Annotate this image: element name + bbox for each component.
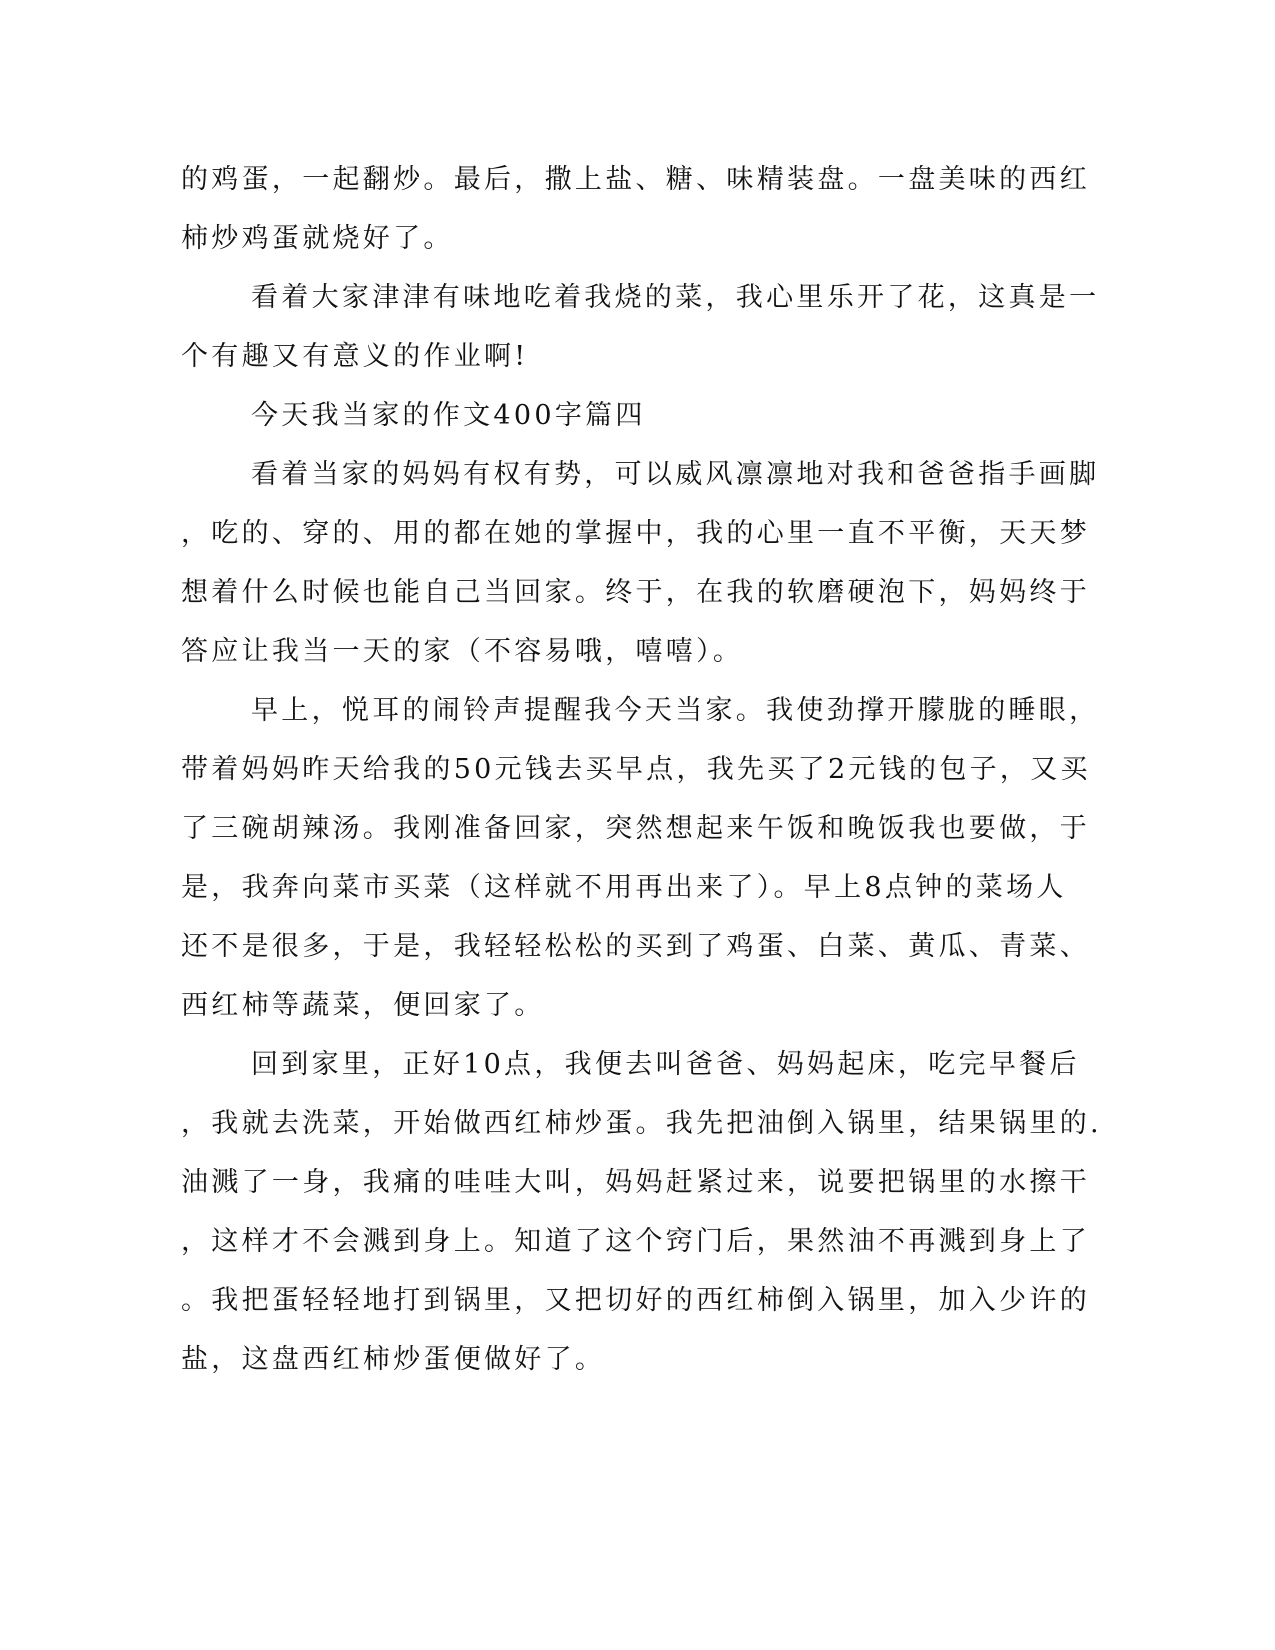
- text-line-content: 是，我奔向菜市买菜（这样就不用再出来了）。早上8点钟的菜场人: [181, 872, 1067, 903]
- text-line: [0, 868, 1275, 908]
- text-line-content: 早上，悦耳的闹铃声提醒我今天当家。我使劲撑开朦胧的睡眼，: [251, 695, 1100, 726]
- text-line-content: ，吃的、穿的、用的都在她的掌握中，我的心里一直不平衡，天天梦: [181, 518, 1090, 549]
- text-line-content: 柿炒鸡蛋就烧好了。: [181, 223, 454, 254]
- text-line: [0, 337, 1275, 377]
- text-line-content: ，这样才不会溅到身上。知道了这个窍门后，果然油不再溅到身上了: [181, 1226, 1090, 1257]
- text-line: [0, 1281, 1275, 1321]
- text-line-content: 看着当家的妈妈有权有势，可以威风凛凛地对我和爸爸指手画脚: [251, 459, 1100, 490]
- text-line: [0, 1104, 1275, 1144]
- text-line-content: 个有趣又有意义的作业啊!: [181, 341, 529, 372]
- section-title-text: 今天我当家的作文400字篇四: [251, 400, 646, 431]
- text-line-content: 还不是很多，于是，我轻轻松松的买到了鸡蛋、白菜、黄瓜、青菜、: [181, 931, 1090, 962]
- text-line: [0, 573, 1275, 613]
- text-line-content: 想着什么时候也能自己当回家。终于，在我的软磨硬泡下，妈妈终于: [181, 577, 1090, 608]
- text-line: [0, 514, 1275, 554]
- paragraph-start-line: [0, 691, 1275, 731]
- text-line: [0, 632, 1275, 672]
- text-line-content: 回到家里，正好10点，我便去叫爸爸、妈妈起床，吃完早餐后: [251, 1049, 1080, 1080]
- text-line: [0, 160, 1275, 200]
- text-line: [0, 219, 1275, 259]
- text-line: [0, 1340, 1275, 1380]
- text-line: [0, 750, 1275, 790]
- paragraph-start-line: [0, 278, 1275, 318]
- text-line: [0, 1222, 1275, 1262]
- text-line-content: 油溅了一身，我痛的哇哇大叫，妈妈赶紧过来，说要把锅里的水擦干: [181, 1167, 1090, 1198]
- text-line-content: 答应让我当一天的家（不容易哦，嘻嘻）。: [181, 636, 744, 667]
- text-line-content: 盐，这盘西红柿炒蛋便做好了。: [181, 1344, 606, 1375]
- section-title: [0, 396, 1275, 436]
- text-line-content: 了三碗胡辣汤。我刚准备回家，突然想起来午饭和晚饭我也要做，于: [181, 813, 1090, 844]
- paragraph-start-line: [0, 455, 1275, 495]
- text-line-content: 西红柿等蔬菜，便回家了。: [181, 990, 545, 1021]
- text-line-content: 带着妈妈昨天给我的50元钱去买早点，我先买了2元钱的包子，又买: [181, 754, 1091, 785]
- text-line-content: 看着大家津津有味地吃着我烧的菜，我心里乐开了花，这真是一: [251, 282, 1100, 313]
- paragraph-start-line: [0, 1045, 1275, 1085]
- text-line: [0, 1163, 1275, 1203]
- text-line-content: ，我就去洗菜，开始做西红柿炒蛋。我先把油倒入锅里，结果锅里的.: [181, 1108, 1102, 1139]
- text-line-content: 的鸡蛋，一起翻炒。最后，撒上盐、糖、味精装盘。一盘美味的西红: [181, 164, 1090, 195]
- text-line-content: 。我把蛋轻轻地打到锅里，又把切好的西红柿倒入锅里，加入少许的: [181, 1285, 1090, 1316]
- text-line: [0, 927, 1275, 967]
- text-line: [0, 986, 1275, 1026]
- text-line: [0, 809, 1275, 849]
